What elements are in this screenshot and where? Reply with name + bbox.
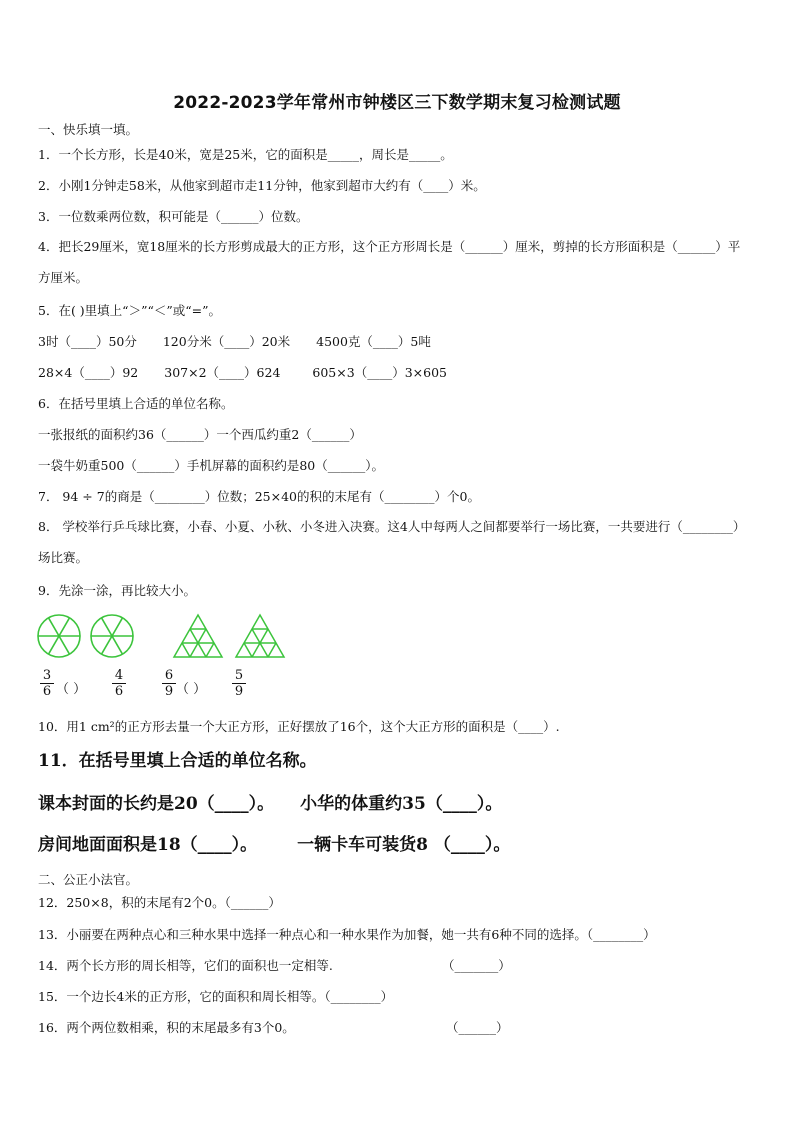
answer-blank: （ ） — [56, 682, 87, 697]
question-6-row-2: 一袋牛奶重500（______）手机屏幕的面积约是80（______）。 — [38, 458, 385, 473]
compare-item: 28×4（____）92 — [38, 365, 139, 380]
fraction-denominator: 6 — [42, 684, 52, 699]
question-9: 9．先涂一涂，再比较大小。 — [38, 583, 196, 598]
compare-item: 605×3（____）3×605 — [312, 365, 447, 380]
question-6-row-1: 一张报纸的面积约36（______）一个西瓜约重2（______） — [38, 427, 362, 442]
question-13: 13．小丽要在两种点心和三种水果中选择一种点心和一种水果作为加餐，她一共有6种不同的选择。（________） — [38, 927, 656, 942]
unit-item: 房间地面面积是18（____）。 — [38, 835, 258, 855]
compare-item: 3时（____）50分 — [38, 334, 137, 349]
circle-sixths-figure — [38, 615, 80, 657]
question-11-row-2 — [38, 836, 510, 854]
compare-item: 4500克（____）5吨 — [316, 334, 431, 349]
question-3: 3．一位数乘两位数，积可能是（______）位数。 — [38, 209, 309, 224]
question-5-row-2 — [38, 364, 447, 382]
question-7: 7． 94 ÷ 7的商是（________）位数；25×40的积的末尾有（________）个0。 — [38, 489, 480, 504]
answer-blank: （_______） — [442, 958, 511, 973]
triangle-ninths-figure — [236, 615, 284, 657]
compare-item: 120分米（____）20米 — [162, 334, 291, 349]
section-heading-2: 二、公正小法官。 — [38, 872, 139, 887]
fraction-denominator: 9 — [234, 684, 244, 699]
question-11-row-1 — [38, 795, 502, 813]
question-12: 12．250×8，积的末尾有2个0。（______） — [38, 895, 281, 910]
fraction-denominator: 6 — [114, 684, 124, 699]
question-1: 1．一个长方形，长是40米，宽是25米，它的面积是_____，周长是_____。 — [38, 147, 453, 162]
question-8: 8． 学校举行乒乓球比赛，小春、小夏、小秋、小冬进入决赛。这4人中每两人之间都要举行一场比赛，一共要进行（________）场比赛。 — [38, 519, 746, 565]
question-10: 10．用1 cm²的正方形去量一个大正方形，正好摆放了16个，这个大正方形的面积是（____）. — [38, 719, 560, 734]
unit-item: 一辆卡车可装货8 （____）。 — [297, 835, 511, 855]
question-14: 14．两个长方形的周长相等，它们的面积也一定相等. — [38, 958, 333, 973]
page-title: 2022-2023学年常州市钟楼区三下数学期末复习检测试题 — [173, 93, 621, 113]
fraction — [112, 668, 126, 700]
compare-item: 307×2（____）624 — [164, 365, 281, 380]
unit-item: 课本封面的长约是20（____）。 — [38, 794, 275, 814]
fraction-numerator: 3 — [40, 668, 54, 684]
section-heading-1: 一、快乐填一填。 — [38, 122, 139, 137]
fraction — [162, 668, 176, 700]
fraction-numerator: 6 — [162, 668, 176, 684]
fraction — [40, 668, 54, 700]
fraction-denominator: 9 — [164, 684, 174, 699]
question-4: 4．把长29厘米，宽18厘米的长方形剪成最大的正方形，这个正方形周长是（______）厘米，剪掉的长方形面积是（______）平方厘米。 — [38, 239, 741, 285]
fraction — [232, 668, 246, 700]
answer-blank: （ ） — [176, 682, 207, 697]
fraction-numerator: 5 — [232, 668, 246, 684]
question-5-row-1 — [38, 333, 431, 351]
question-11: 11．在括号里填上合适的单位名称。 — [38, 751, 317, 771]
question-5: 5．在( )里填上“＞”“＜”或“=”。 — [38, 303, 221, 318]
unit-item: 小华的体重约35（____）。 — [300, 794, 503, 814]
question-6: 6．在括号里填上合适的单位名称。 — [38, 396, 234, 411]
fraction-numerator: 4 — [112, 668, 126, 684]
question-2: 2．小刚1分钟走58米，从他家到超市走11分钟，他家到超市大约有（____）米。 — [38, 178, 486, 193]
question-15: 15．一个边长4米的正方形，它的面积和周长相等。（________） — [38, 989, 394, 1004]
circle-sixths-figure — [91, 615, 133, 657]
question-16: 16．两个两位数相乘，积的末尾最多有3个0。 — [38, 1020, 295, 1035]
answer-blank: （______） — [446, 1020, 509, 1035]
triangle-ninths-figure — [174, 615, 222, 657]
fraction-figures — [36, 612, 296, 662]
